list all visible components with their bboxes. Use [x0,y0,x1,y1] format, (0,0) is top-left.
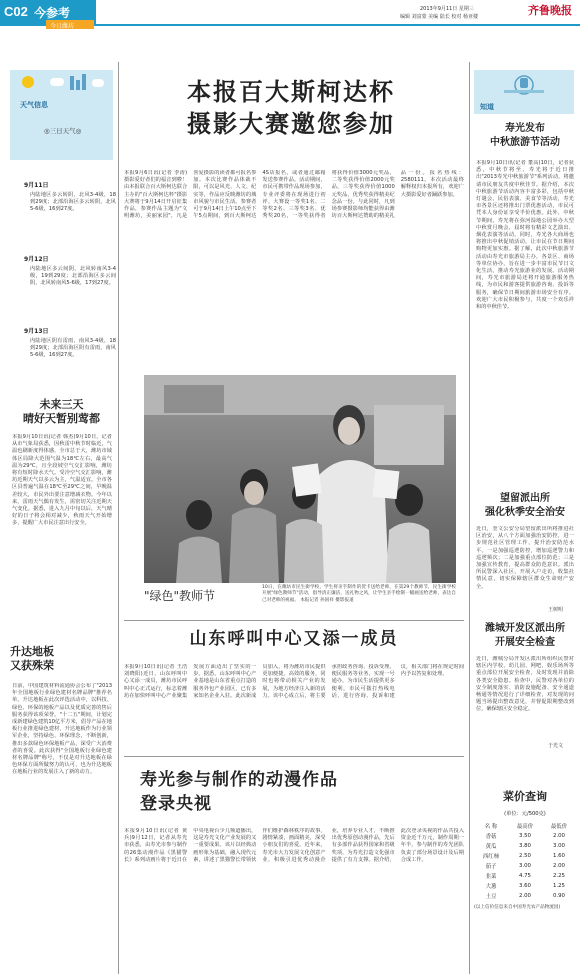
page-code: C02 [4,4,28,19]
table-row [474,881,576,891]
weather-box [10,70,113,160]
weather-article-headline: 未来三天 晴好天暂别莺都 [23,398,100,425]
table-row [474,831,576,841]
cartoon-headline: 寿光参与制作的动漫作品 登录央视 [140,770,338,814]
weather-day-text: 内陆地区多云转阴，北风3-4级，18到29度；北部沿海区多云转阴，北风5-6级，16到27度。 [30,192,116,213]
weather-day-date: 9月12日 [24,256,49,263]
table-row [474,851,576,861]
call-center-body: 本报9月10日讯(记者 王浩 刘晓阳)近日，山东呼叫中心又添一成员，潍坊市民呼叫中心正式运行，标志着潍坊在加快呼叫中心产业聚集发展方面迈出了坚实的一步。据悉，山东呼叫中心产业基地是山东省重点打造的服务外包产业园区，已有多家知名企业入驻。此次新成员加入，将为潍坊市民提供更加便捷、高效的服务，同时也将带动相关产业的发展，为地方经济注入新的活力。该中心成立后，将主要承担政务咨询、投诉受理、便民服务等业务，实现一号通办，为市民生活提供更多便利。市民可拨打热线电话，进行咨询、投诉和建议，相关部门将在规定时间内予以答复和处理。 [124,664,464,699]
price-table [474,821,576,901]
table-cell: 2.00 [552,863,565,869]
weather-day-1 [24,180,116,214]
police-b-body: 近日，潍城分局开发区派出所组织民警对辖区内学校、幼儿园、网吧、娱乐场所等重点部位开展安全检查，及时发现并消除各类安全隐患。检查中，民警对各单位的安全制度落实、消防设施配备、安全通道畅通等情况进行了详细检查，对发现的问题当场提出整改意见，并督促限期整改到位，确保辖区安全稳定。 [476,656,574,713]
weather-title: 天气信息 [20,101,48,109]
price-title: 菜价查询 [503,790,547,803]
weather-day-date: 9月11日 [24,182,49,189]
weather-day-2 [24,254,116,288]
page-header [0,0,580,34]
police-a-headline: 望留派出所 强化秋季安全治安 [485,493,565,518]
price-table-header [474,821,576,831]
know-illustration-icon [494,74,554,96]
column-rule-right [469,62,470,974]
table-cell: 2.50 [518,853,531,859]
table-cell: 4.75 [518,873,531,879]
photo-caption-text: 10日，在潍坊市民生街学校，学生将亲手制作的贺卡送给老师，在第29个教师节，民生街学校开展"绿色教师节"活动，倡导清正廉洁，送礼物之风，让学生亲手绘制一幅画送给老师，表达自己对老师的祝福。 本报记者 孙国祥 摄影报道 [262,585,456,603]
weather-day-text: 内陆地区多云间阴，北风转南风3-4级，19到29度；北部沿海区多云间阴，北风转南风5-6级，17到27度。 [30,266,116,287]
main-headline: 本报百大斯柯达杯 摄影大赛邀您参加 [187,77,395,138]
weather-subtitle: ◎三日天气◎ [44,127,82,135]
table-cell: 2.00 [518,893,531,899]
table-cell: 2.00 [552,833,565,839]
table-cell: 3.50 [518,833,531,839]
table-cell: 香菇 [485,834,497,840]
weather-day-text: 内陆地区阴有雷雨，南风3-4级，18到29度；北部沿海区阴有雷雨，南风5-6级，16到27度。 [30,338,116,359]
table-cell: 土豆 [485,894,497,900]
weather-article-body: 本报9月10日讯(记者 韩杰)9月10日，记者从市气象局获悉，因秋雷中秋节时临近，气温也刷新度得体感，全市总于大，潍坊市域体区局降大范围气温为18℃左右，最高气温为29℃，且全段坡空气交汇影响，潍坊将有短时降水天气。受冷空气交汇影响，潍坊近期天气以多云为主，气温适宜。全市各区县普遍气温在18℃至29℃之间，早晚温差较大，市民外出要注意增减衣物。今年以来，雷雨天气偶有发生，需密切关注近期天气变化。据悉，进入九月中旬以后，天气晴好的日子将会相对减少，秋雨天气开始增多，提醒广大市民注意出行安全。 [12,434,112,527]
price-section [474,788,576,911]
know-title: 知道 [480,103,494,111]
table-cell: 黄瓜 [485,844,497,850]
table-cell: 3.60 [518,883,531,889]
price-unit: (单位：元/500克) [504,811,546,817]
weather-day-date: 9月13日 [24,328,49,335]
column-header: 最高价 [516,824,534,830]
weather-illustration-icon [10,70,113,94]
table-cell: 西红柿 [482,854,500,860]
column-header: 最低价 [550,824,568,830]
table-cell: 1.60 [552,853,565,859]
news-photo [144,375,456,583]
call-center-headline: 山东呼叫中心又添一成员 [189,629,399,649]
table-row [474,871,576,881]
contest-article-body: 本报9月6日讯(记者 李涛)摄影爱好者们的福音到啦！由本报联合百大斯柯达联合主办的"百大斯柯达杯"摄影大赛将于9月14日开启征集作品，参赛作品主题为"文明潍坊，美丽家园"，凡是喜爱摄影的读者都可报名参加。本次比赛作品体裁不限，可以是风光、人文、纪实等，作品应反映潍坊的城市风貌与市民生活。参赛者可于9月14日上午10点至下午5点期间，到百大斯柯达4S店报名，或者通过邮箱发送参赛作品。活动期间，市民可携带作品现场参加，专业评委将在现场进行初评。大赛设一等奖1名、二等奖2名、三等奖3名、优秀奖20名，一等奖获得者将获得价值3000元奖品，二等奖获得价值2000元奖品，三等奖获得价值1000元奖品，优秀奖获得精美纪念品一份。与此同时，凡到场参赛摄影师均能获得由潍坊百大斯柯达赞助的精美礼品一份。报名热线：2580111。本次活动最终解释权归本报所有，欢迎广大摄影爱好者踊跃参加。 [124,170,464,220]
police-a-author: 王树明 [548,607,564,613]
table-cell: 韭菜 [485,874,497,880]
table-row [474,861,576,871]
section-rule [124,620,464,621]
know-box [474,70,574,114]
edition-tag: 今日潍坊 [50,23,75,30]
table-row [474,891,576,901]
date-line: 2013年9月11日 星期三 [420,6,474,12]
know-body: 本报9月10日讯(记者 董高)10日，记者获悉，中秋节将至，寿光将于近日推出"2013寿光中秋旅游节"系列活动，将邀请市民朋友共度中秋佳节。据介绍，本次中秋旅游节活动内容丰富多彩，包括中秋灯谜会、民俗表演、美食节等活动，寿光市各景区还将推出门票优惠活动，市民可凭本人身份证享受半价优惠。此外，中秋节期间，寿光将在弥河湿地公园举办大型中秋赏月晚会，届时将有精彩文艺演出、烟花表演等活动。同时，寿光各大商场也将推出中秋促销活动，让市民在节日期间购物更加实惠。据了解，此次中秋旅游节活动由寿光市旅游局主办，各景区、商场等单位协办，旨在进一步丰富市民节日文化生活，推动寿光旅游业的发展。活动期间，寿光市旅游局还将开通旅游服务热线，为市民和游客提供旅游咨询、投诉等服务，确保节日期间旅游市场安全有序。欢迎广大市民积极参与，共度一个欢乐祥和的中秋佳节。 [476,160,574,311]
price-source: (以上信价信息来自中国寿光农产品物流园) [474,905,561,910]
know-headline: 寿光发布 中秋旅游节活动 [490,123,560,148]
table-cell: 3.80 [518,843,531,849]
section-title: 今参考 [34,6,71,20]
table-cell: 3.00 [552,843,565,849]
land-article-body: 日前，中国建筑材料流通协会公布了"2013年全国地板行业绿色建材名牌品牌"推荐名单，升达地板在此次评选活动中，以科技、绿色、环保的地板产品以及优质完善的售后服务获得该项荣誉。"十二五"期间，计划完成新建绿色建筑10亿平方米，倡导产品在地板行业推进绿色建材，升达地板作为行业领军企业，坚持绿色、环保理念，不断创新，推出多款绿色环保地板产品，深受广大消费者的喜爱。此次获得"全国地板行业绿色建材名牌品牌"称号，不仅是对升达地板在绿色环保方面所做努力的认可，也为升达地板在地板行业的发展注入了新的动力。 [12,683,112,776]
table-cell: 2.25 [552,873,565,879]
weather-icons [10,70,113,94]
police-b-headline: 潍城开发区派出所 开展安全检查 [485,623,565,648]
photo-caption-tag: "绿色"教师节 [144,589,216,603]
table-row [474,841,576,851]
cartoon-body: 本报9月10日讯(记者 黄兵)9月12日，记者从寿光市获悉，由寿光市参与制作的26集动漫作品《黑猫警长》系列动画片将于近日在中央电视台少儿频道播出，这是寿光文化产业发展的又一重要成果。该片以经典动画形象为基础，融入现代元素，讲述了黑猫警长带领伙伴们维护森林秩序的故事，剧情紧凑，画面精美，深受小朋友们的喜爱。近年来，寿光市大力发展文化创意产业，积极引进优秀动漫企业，培养专业人才，不断推出优秀原创动漫作品，先后有多部作品获得国家和省级奖项，为寿光打造文化强市提供了有力支撑。据介绍，此次登录央视的作品共投入资金近千万元，制作周期一年半，参与制作的寿光团队负责了部分场景设计及后期合成工作。 [124,828,464,863]
table-cell: 1.25 [552,883,565,889]
brand-logo: 齐鲁晚报 [528,4,572,17]
table-cell: 0.90 [552,893,565,899]
table-cell: 大葱 [485,884,497,890]
table-cell: 3.00 [518,863,531,869]
header-rule [96,24,580,26]
classroom-photo-image [144,375,456,583]
section-rule [124,756,464,757]
column-header: 名 称 [484,824,498,830]
column-rule-left [118,62,119,974]
weather-day-3 [24,326,116,360]
police-a-body: 近日，奎文公安分局望留派出所将推进社区治安，从八个方面加强治安防控，进一步规范社区管理工作，提升治安防范水平。一是加强巡逻防控，增加巡逻警力和巡逻频次；二是加强重点部位防范；三是加强宣传教育，提高群众防范意识。派出所民警深入社区，开展入户走访，收集社情民意，切实保障辖区群众生命财产安全。 [476,526,574,590]
table-cell: 茄子 [485,864,497,870]
land-article-headline: 升达地板 又获殊荣 [10,645,54,672]
police-b-author: 于光文 [548,743,564,749]
editors-line: 编辑 刘富蒙 美编 陆长 校对 杨亚楼 [400,14,478,20]
